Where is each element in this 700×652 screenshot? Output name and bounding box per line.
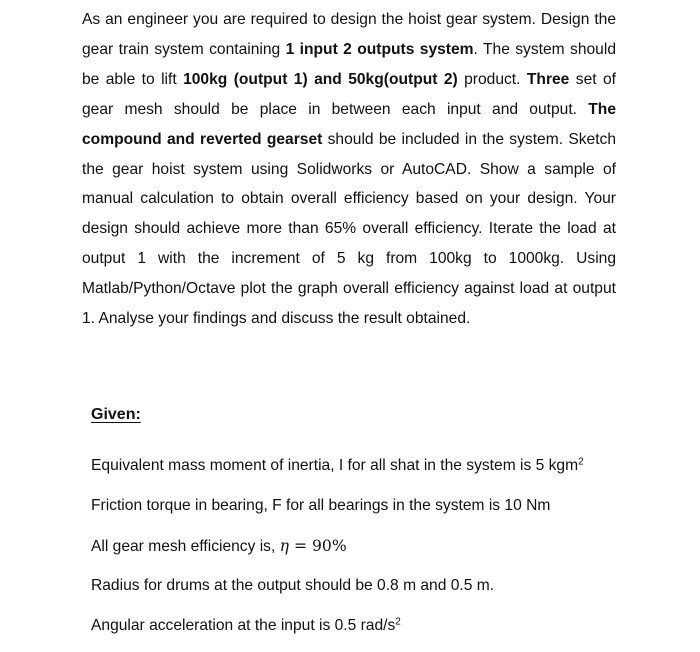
given-efficiency — [91, 537, 347, 556]
given-friction-text: Friction torque in bearing, F for all bearings in the system is 10 Nm — [91, 497, 551, 514]
bold-gearset-type: The compound and reverted gearset — [82, 100, 616, 148]
text-segment: . The system should be able to lift — [82, 40, 616, 88]
given-heading: Given: — [91, 406, 141, 423]
given-radius-text: Radius for drums at the output should be 0.8 m and 0.5 m. — [91, 577, 495, 594]
problem-statement-paragraph — [82, 5, 616, 334]
given-inertia — [91, 457, 584, 475]
superscript: 2 — [395, 616, 401, 628]
given-radius — [91, 577, 494, 595]
bold-mesh-count: Three — [526, 70, 570, 88]
bold-load-spec: 100kg (output 1) and 50kg(output 2) — [183, 70, 458, 88]
given-friction — [91, 497, 550, 515]
given-acceleration-text: Angular acceleration at the input is 0.5 rad/s — [91, 617, 396, 634]
eta-symbol: η — [279, 537, 289, 555]
given-inertia-text: Equivalent mass moment of inertia, I for all shat in the system is 5 kgm — [91, 457, 579, 474]
superscript: 2 — [578, 456, 584, 468]
text-segment: As an engineer you are required to design the hoist gear system. Design the gear train system containing — [82, 11, 616, 58]
given-acceleration — [91, 617, 401, 635]
efficiency-value: = 90% — [289, 537, 347, 555]
text-segment: should be included in the system. Sketch the gear hoist system using Solidworks or AutoCAD. Show a sample of manual calculation to obtain overall efficiency based on your design. Your design should achieve more than 65% overall efficiency. Iterate the load at output 1 with the increment of 5 kg from 100kg to 1000kg. Using Matlab/Python/Octave plot the graph overall efficiency against load at output 1. Analyse your findings and discuss the result obtained. — [82, 130, 616, 328]
text-segment: product. — [457, 70, 527, 88]
bold-io-spec: 1 input 2 outputs system — [285, 40, 474, 58]
given-efficiency-text: All gear mesh efficiency is, — [91, 538, 280, 555]
text-segment: set of gear mesh should be place in between each input and output. — [82, 70, 616, 118]
